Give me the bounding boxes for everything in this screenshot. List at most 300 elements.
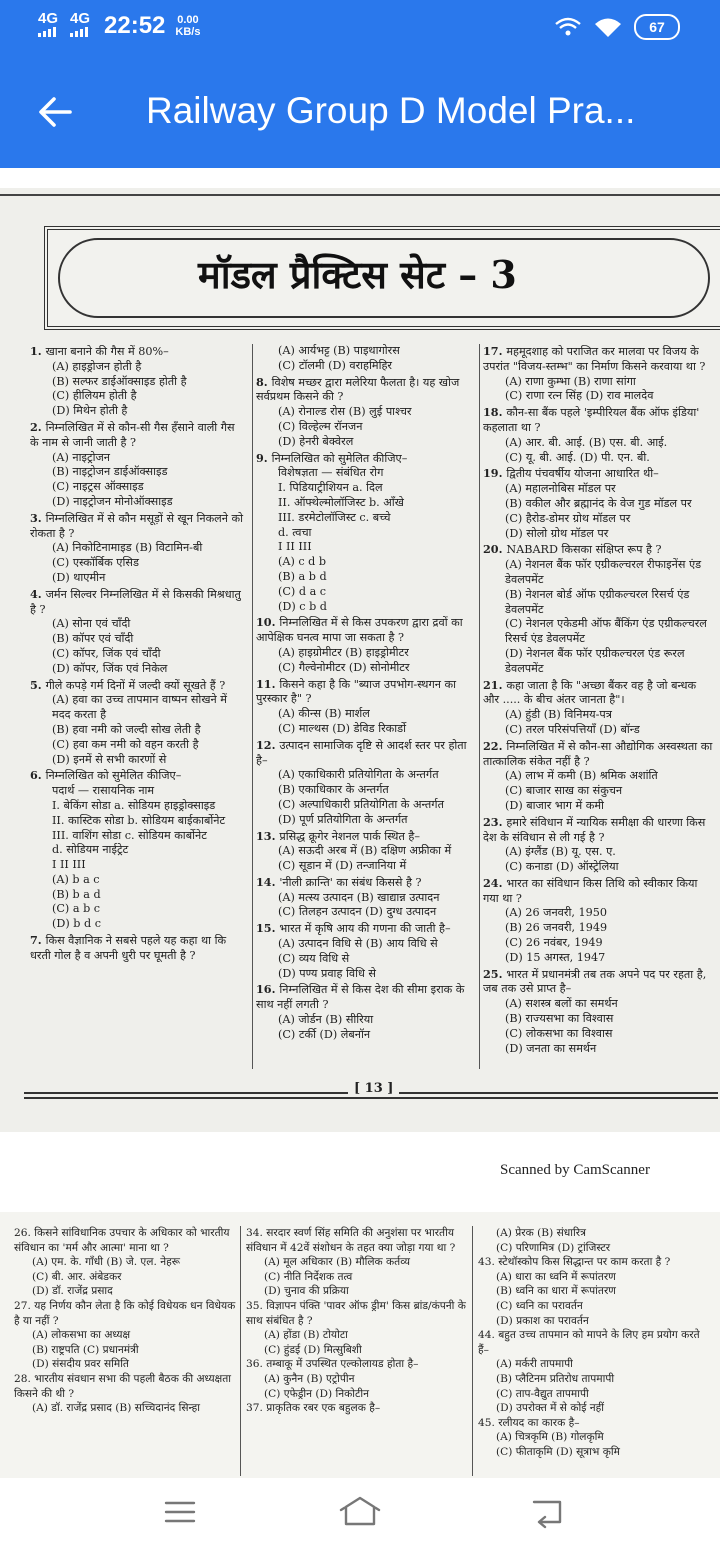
question-text bbox=[478, 1416, 706, 1431]
answer-option: (C) हवा कम नमी को वहन करती है bbox=[52, 737, 199, 751]
answer-option: (C) अल्पाधिकारी प्रतियोगिता के अन्तर्गत bbox=[278, 797, 444, 811]
question-number: 45. bbox=[478, 1416, 499, 1429]
question-prompt: 'नीली क्रान्ति' का संबंध किससे है ? bbox=[279, 875, 422, 889]
answer-option: (A) सशस्त्र बलों का समर्थन bbox=[505, 997, 618, 1011]
question-text bbox=[256, 677, 474, 708]
scanned-page-2 bbox=[0, 1212, 720, 1478]
answer-option: (A) c d b bbox=[278, 555, 327, 569]
question-item bbox=[478, 1416, 706, 1460]
question-text bbox=[14, 1226, 236, 1255]
banner-title: मॉडल प्रैक्टिस सेट – 3 bbox=[198, 252, 517, 297]
answer-option: (A) लोकसभा का अध्यक्ष bbox=[32, 1329, 131, 1342]
answer-option: III. वाशिंग सोडा c. सोडियम कार्बोनेट bbox=[52, 828, 207, 842]
answer-option: I. पिडियाट्रीशियन a. दिल bbox=[278, 481, 383, 495]
question-item bbox=[30, 768, 246, 932]
question-number: 27. bbox=[14, 1299, 35, 1312]
question-prompt: निम्नलिखित को सुमेलित कीजिए– bbox=[271, 451, 408, 465]
answer-option: (A) राणा कुम्भा (B) राणा सांगा bbox=[505, 374, 636, 388]
question-prompt: कहा जाता है कि "अच्छा बैंकर वह है जो बन्धक और ..... के बीच अंतर जानता है"। bbox=[483, 678, 697, 707]
question-prompt: प्राकृतिक रबर एक बहुलक है– bbox=[266, 1402, 381, 1415]
answer-option: (D) जनता का समर्थन bbox=[505, 1041, 597, 1055]
answer-option: (A) होंडा (B) टोयोटा bbox=[264, 1329, 348, 1342]
question-item bbox=[256, 375, 474, 450]
question-number: 20. bbox=[483, 542, 507, 557]
answer-option: (B) एकाधिकार के अन्तर्गत bbox=[278, 783, 389, 797]
menu-button[interactable] bbox=[158, 1494, 202, 1530]
answer-option: (D) नेशनल बैंक फॉर एग्रीकल्चरल एंड रूरल डेवलपमेंट bbox=[505, 646, 685, 675]
answer-option: (C) फीताकृमि (D) सूत्राभ कृमि bbox=[496, 1445, 620, 1458]
question-item bbox=[483, 876, 715, 966]
answer-option: (A) एकाधिकारी प्रतियोगिता के अन्तर्गत bbox=[278, 768, 439, 782]
question-prompt: निम्नलिखित को सुमेलित कीजिए– bbox=[45, 769, 182, 783]
column-divider bbox=[252, 344, 253, 1069]
question-prompt: गीले कपड़े गर्म दिनों में जल्दी क्यों सूखते हैं ? bbox=[45, 678, 226, 692]
answer-option: (C) विल्हेल्म रॉनजन bbox=[278, 419, 363, 433]
question-number: 12. bbox=[256, 737, 280, 752]
clock: 22:52 bbox=[104, 12, 166, 39]
answer-option: (D) चुनाव की प्रक्रिया bbox=[264, 1285, 349, 1298]
column-divider bbox=[479, 344, 480, 1069]
question-number: 22. bbox=[483, 738, 507, 753]
question-number: 15. bbox=[256, 921, 280, 936]
question-text bbox=[483, 815, 715, 846]
question-item bbox=[246, 1357, 468, 1401]
question-number: 34. bbox=[246, 1227, 267, 1239]
question-item bbox=[483, 344, 715, 404]
answer-option: (C) कॉपर, जिंक एवं चाँदी bbox=[52, 646, 161, 660]
question-item bbox=[478, 1255, 706, 1328]
answer-option: (C) बाजार साख का संकुचन bbox=[505, 784, 623, 798]
question-number: 7. bbox=[30, 933, 46, 948]
answer-option: विशेषज्ञता — संबंधित रोग bbox=[278, 466, 384, 480]
answer-option: (A) मूल अधिकार (B) मौलिक कर्तव्य bbox=[264, 1256, 410, 1269]
answer-option: (D) कॉपर, जिंक एवं निकेल bbox=[52, 661, 168, 675]
status-bar bbox=[0, 0, 720, 60]
answer-option: (C) ध्वनि का परावर्तन bbox=[496, 1299, 583, 1312]
answer-option: (A) डॉ. राजेंद्र प्रसाद (B) सच्चिदानंद सिन्हा bbox=[32, 1402, 201, 1415]
question-number: 26. bbox=[14, 1227, 35, 1239]
question-text bbox=[30, 768, 246, 784]
question-item bbox=[30, 344, 246, 419]
answer-option: (A) धारा का ध्वनि में रूपांतरण bbox=[496, 1270, 616, 1283]
question-prompt: यह निर्णय कौन लेता है कि कोई विधेयक धन विधेयक है या नहीं ? bbox=[14, 1299, 236, 1327]
answer-option: (A) नेशनल बैंक फॉर एग्रीकल्चरल रीफाइनेंस एंड डेवलपमेंट bbox=[505, 558, 702, 586]
question-number: 1. bbox=[30, 344, 46, 358]
question-number: 35. bbox=[246, 1299, 267, 1312]
answer-option: (A) जोर्डन (B) सीरिया bbox=[278, 1013, 374, 1027]
question-item bbox=[478, 1226, 706, 1255]
answer-option: (B) 26 जनवरी, 1949 bbox=[505, 921, 608, 935]
question-item bbox=[256, 738, 474, 828]
answer-option: (D) पूर्ण प्रतियोगिता के अन्तर्गत bbox=[278, 812, 408, 826]
answer-option: I II III bbox=[278, 540, 312, 554]
answer-option: (D) 15 अगस्त, 1947 bbox=[505, 950, 606, 964]
answer-option: (C) हीलियम होती है bbox=[52, 389, 137, 403]
question-prompt: हमारे संविधान में न्यायिक समीक्षा की धारणा किस देश के संविधान से ली गई है ? bbox=[483, 815, 706, 844]
answer-option: (C) माल्थस (D) डेविड रिकार्डो bbox=[278, 721, 407, 735]
question-column-1 bbox=[30, 344, 246, 965]
status-left bbox=[38, 12, 200, 40]
question-item bbox=[256, 344, 474, 374]
question-text bbox=[256, 375, 474, 406]
question-text bbox=[256, 829, 474, 845]
answer-option: (C) d a c bbox=[278, 584, 327, 598]
answer-option: (C) 26 नवंबर, 1949 bbox=[505, 936, 603, 950]
answer-option: (A) मर्करी तापमापी bbox=[496, 1358, 573, 1371]
speed-unit: KB/s bbox=[175, 26, 201, 38]
answer-option: (A) सऊदी अरब में (B) दक्षिण अफ्रीका में bbox=[278, 844, 452, 858]
answer-option: (B) ध्वनि का धारा में रूपांतरण bbox=[496, 1285, 616, 1298]
answer-option: I. बेकिंग सोडा a. सोडियम हाइड्रोक्साइड bbox=[52, 798, 216, 812]
answer-option: (C) नीति निर्देशक तत्व bbox=[264, 1270, 353, 1283]
answer-option: (D) नाइट्रोजन मोनोऑक्साइड bbox=[52, 494, 173, 508]
question-prompt: निम्नलिखित में से कौन मसूड़ों से खून निकलने को रोकता है ? bbox=[30, 511, 244, 540]
question-number: 36. bbox=[246, 1358, 267, 1371]
question-text bbox=[246, 1401, 468, 1416]
column-divider bbox=[472, 1226, 473, 1476]
signal-bars-icon bbox=[70, 27, 92, 37]
question-prompt: भारत में कृषि आय की गणना की जाती है– bbox=[279, 922, 451, 936]
question-number: 4. bbox=[30, 586, 46, 601]
answer-option: (A) नाइट्रोजन bbox=[52, 450, 111, 464]
question-number: 18. bbox=[483, 405, 507, 420]
question-number: 13. bbox=[256, 828, 280, 843]
question-item bbox=[30, 933, 246, 964]
question-number: 37. bbox=[246, 1402, 267, 1415]
question-text bbox=[246, 1299, 468, 1328]
answer-option: (A) हुंडी (B) विनिमय-पत्र bbox=[505, 708, 612, 722]
question-text bbox=[30, 678, 246, 694]
speed-value: 0.00 bbox=[177, 14, 199, 26]
answer-option: (B) राज्यसभा का विश्वास bbox=[505, 1012, 614, 1026]
answer-option: (A) आर्यभट्ट (B) पाइथागोरस bbox=[278, 344, 400, 357]
answer-option: d. सोडियम नाईट्रेट bbox=[52, 843, 129, 857]
answer-option: II. कास्टिक सोडा b. सोडियम बाईकार्बोनेट bbox=[52, 813, 226, 827]
answer-option: (D) हेनरी बेक्वेरल bbox=[278, 434, 354, 448]
answer-option: (B) नाइट्रोजन डाईऑक्साइड bbox=[52, 465, 168, 479]
back-icon bbox=[526, 1494, 570, 1530]
question-number: 5. bbox=[30, 677, 46, 692]
question-number: 8. bbox=[256, 374, 272, 389]
question-number: 28. bbox=[14, 1372, 35, 1385]
home-icon bbox=[336, 1494, 384, 1530]
question-text bbox=[483, 739, 715, 770]
question-item bbox=[256, 875, 474, 920]
question-prompt: महमूदशाह को पराजित कर मालवा पर विजय के उपरांत "विजय-स्तम्भ" का निर्माण किसने करवाया था ? bbox=[483, 345, 706, 373]
answer-option: (C) तिलहन उत्पादन (D) दुग्ध उत्पादन bbox=[278, 905, 437, 919]
app-bar bbox=[0, 60, 720, 168]
answer-option: (C) एफेड्रीन (D) निकोटीन bbox=[264, 1387, 370, 1400]
question-text bbox=[256, 982, 474, 1013]
question-item bbox=[483, 542, 715, 676]
answer-option: (D) पण्य प्रवाह विधि से bbox=[278, 966, 376, 980]
question-number: 25. bbox=[483, 966, 507, 981]
answer-option: (A) b a c bbox=[52, 872, 100, 886]
question-prompt: NABARD किसका संक्षिप्त रूप है ? bbox=[506, 543, 662, 557]
answer-option: (C) नेशनल एकेडमी ऑफ बैंकिंग एंड एग्रीकल्चरल रिसर्च एंड डेवलपमेंट bbox=[505, 617, 707, 646]
question-item bbox=[483, 739, 715, 814]
wifi-icon bbox=[594, 16, 622, 38]
answer-option: (B) वकील और ब्रह्मानंद के वेज गुड मॉडल पर bbox=[505, 496, 692, 510]
question-number: 14. bbox=[256, 874, 280, 889]
question-text bbox=[30, 420, 246, 451]
answer-option: (C) राणा रत्न सिंह (D) राव मालदेव bbox=[505, 389, 654, 403]
question-column-2 bbox=[256, 344, 474, 1044]
question-text bbox=[483, 678, 715, 709]
question-prompt: रलीयद का कारक है– bbox=[498, 1416, 580, 1429]
network-speed bbox=[175, 14, 200, 38]
answer-option: (B) b a d bbox=[52, 887, 101, 901]
answer-option: (A) 26 जनवरी, 1950 bbox=[505, 906, 607, 920]
answer-option: (A) मत्स्य उत्पादन (B) खाद्यान्न उत्पादन bbox=[278, 890, 440, 904]
answer-option: (D) बाजार भाग में कमी bbox=[505, 798, 604, 812]
answer-option: (D) संसदीय प्रवर समिति bbox=[32, 1358, 129, 1371]
home-button[interactable] bbox=[336, 1494, 380, 1530]
answer-option: (C) कनाडा (D) ऑस्ट्रेलिया bbox=[505, 860, 619, 874]
answer-option: (D) उपरोक्त में से कोई नहीं bbox=[496, 1402, 605, 1415]
answer-option: (A) हवा का उच्च तापमान वाष्पन सोखने में मदद करता है bbox=[52, 693, 227, 722]
question-prompt: प्रसिद्ध क्रूगेर नेशनल पार्क स्थित है– bbox=[279, 829, 420, 843]
question-number: 21. bbox=[483, 677, 507, 692]
answer-option: (B) कॉपर एवं चाँदी bbox=[52, 632, 134, 646]
answer-option: (C) यू. बी. आई. (D) पी. एन. बी. bbox=[505, 450, 650, 464]
answer-option: (C) हुंडई (D) मित्सुबिशी bbox=[264, 1343, 362, 1356]
scanned-page-1 bbox=[0, 188, 720, 1132]
volte-wifi-icon bbox=[554, 16, 582, 38]
page-title: Railway Group D Model Pra... bbox=[146, 90, 636, 131]
network-indicator-1 bbox=[38, 12, 60, 40]
battery-indicator: 67 bbox=[634, 14, 680, 40]
answer-option: (C) बी. आर. अंबेडकर bbox=[32, 1270, 122, 1283]
answer-option: (A) एम. के. गाँधी (B) जे. एल. नेहरू bbox=[32, 1256, 180, 1269]
question-prompt: किसने कहा है कि "ब्याज उपभोग-स्थगन का पुरस्कार है" ? bbox=[256, 677, 456, 706]
question-prompt: निम्नलिखित में से कौन-सा औद्योगिक अस्वस्थता का तात्कालिक संकेत नहीं है ? bbox=[483, 739, 713, 768]
question-item bbox=[14, 1372, 236, 1416]
question-prompt: उत्पादन सामाजिक दृष्टि से आदर्श स्तर पर होता है– bbox=[256, 738, 467, 767]
question-number: 24. bbox=[483, 875, 507, 890]
answer-option: (C) एस्कॉर्बिक एसिड bbox=[52, 556, 139, 570]
question-text bbox=[256, 875, 474, 891]
question-item bbox=[246, 1226, 468, 1299]
question-item bbox=[30, 420, 246, 510]
answer-option: (B) सल्फर डाईऑक्साइड होती है bbox=[52, 374, 187, 388]
question-item bbox=[256, 829, 474, 874]
question-prompt: तम्बाकू में उपस्थित एल्कोलायड होता है– bbox=[266, 1358, 419, 1371]
answer-option: पदार्थ — रासायनिक नाम bbox=[52, 784, 155, 798]
answer-option: (C) लोकसभा का विश्वास bbox=[505, 1026, 613, 1040]
question-item bbox=[30, 678, 246, 768]
question-text bbox=[483, 344, 715, 375]
question-prompt: स्टेथॉस्कोप किस सिद्धान्त पर काम करता है ? bbox=[498, 1256, 671, 1269]
answer-option: (A) निकोटिनामाइड (B) विटामिन-बी bbox=[52, 541, 203, 555]
answer-option: (A) सोना एवं चाँदी bbox=[52, 617, 131, 631]
question-prompt: किस वैज्ञानिक ने सबसे पहले यह कहा था कि धरती गोल है व अपनी धुरी पर घूमती है ? bbox=[30, 934, 227, 962]
question-text bbox=[483, 967, 715, 998]
question-item bbox=[246, 1401, 468, 1416]
answer-option: (C) हैरोड-डोमर ग्रोथ मॉडल पर bbox=[505, 511, 631, 525]
question-text bbox=[478, 1255, 706, 1270]
question-item bbox=[483, 466, 715, 541]
menu-icon bbox=[158, 1494, 202, 1530]
answer-option: (D) c b d bbox=[278, 599, 327, 613]
scanner-credit: Scanned by CamScanner bbox=[500, 1162, 650, 1178]
question-item bbox=[256, 982, 474, 1042]
question-item bbox=[483, 678, 715, 738]
question-text bbox=[246, 1226, 468, 1255]
answer-option: (B) a b d bbox=[278, 569, 327, 583]
answer-option: (A) महालनोबिस मॉडल पर bbox=[505, 482, 616, 496]
column-divider bbox=[240, 1226, 241, 1476]
question-prompt: भारत का संविधान किस तिथि को स्वीकार किया गया था ? bbox=[483, 876, 698, 905]
question-text bbox=[30, 587, 246, 618]
answer-option: (B) हवा नमी को जल्दी सोख लेती है bbox=[52, 722, 201, 736]
question-text bbox=[256, 451, 474, 467]
answer-option: (C) परिणामित्र (D) ट्रांजिस्टर bbox=[496, 1241, 611, 1254]
question-prompt: कौन-सा बैंक पहले 'इम्पीरियल बैंक ऑफ इंडिया' कहलाता था ? bbox=[483, 406, 700, 434]
status-right bbox=[554, 14, 680, 40]
question-item bbox=[14, 1299, 236, 1372]
question-column-4 bbox=[14, 1226, 236, 1416]
question-number: 9. bbox=[256, 450, 272, 465]
question-text bbox=[256, 738, 474, 769]
question-column-6 bbox=[478, 1226, 706, 1460]
question-prompt: विशेष मच्छर द्वारा मलेरिया फैलता है। यह खोज सर्वप्रथम किसने की ? bbox=[256, 375, 460, 404]
question-item bbox=[483, 967, 715, 1057]
answer-option: (A) प्रेरक (B) संधारित्र bbox=[496, 1227, 586, 1239]
answer-option: (D) प्रकाश का परावर्तन bbox=[496, 1314, 589, 1327]
answer-option: (A) उत्पादन विधि से (B) आय विधि से bbox=[278, 937, 438, 951]
question-number: 11. bbox=[256, 676, 280, 691]
question-text bbox=[478, 1328, 706, 1357]
arrow-left-icon bbox=[36, 92, 76, 132]
question-number: 19. bbox=[483, 466, 507, 481]
document-viewer[interactable] bbox=[0, 168, 720, 1478]
question-column-5 bbox=[246, 1226, 468, 1416]
answer-option: (A) हाइड्रोजन होती है bbox=[52, 359, 142, 373]
answer-option: (C) टर्की (D) लेबनॉन bbox=[278, 1027, 371, 1041]
back-nav-button[interactable] bbox=[526, 1494, 570, 1530]
question-text bbox=[14, 1299, 236, 1328]
page-number: [ 13 ] bbox=[348, 1081, 399, 1096]
answer-option: (C) सूडान में (D) तन्जानिया में bbox=[278, 859, 407, 873]
question-text bbox=[246, 1357, 468, 1372]
answer-option: (B) राष्ट्रपति (C) प्रधानमंत्री bbox=[32, 1343, 139, 1356]
answer-option: (B) प्लैटिनम प्रतिरोध तापमापी bbox=[496, 1372, 615, 1385]
question-item bbox=[478, 1328, 706, 1416]
answer-option: (A) कीन्स (B) मार्शल bbox=[278, 707, 370, 721]
question-item bbox=[483, 815, 715, 875]
page-top-rule bbox=[0, 194, 720, 196]
answer-option: (C) व्यय विधि से bbox=[278, 951, 350, 965]
question-text bbox=[256, 615, 474, 646]
answer-option: (D) थाएमीन bbox=[52, 570, 106, 584]
question-item bbox=[30, 587, 246, 677]
question-prompt: खाना बनाने की गैस में 80%– bbox=[45, 345, 169, 358]
signal-bars-icon bbox=[38, 27, 60, 37]
question-number: 6. bbox=[30, 768, 46, 783]
question-prompt: निम्नलिखित में से किस देश की सीमा इराक के साथ नहीं लगती ? bbox=[256, 983, 465, 1012]
question-number: 23. bbox=[483, 814, 507, 829]
question-text bbox=[483, 405, 715, 436]
question-text bbox=[483, 876, 715, 907]
question-item bbox=[256, 615, 474, 675]
question-number: 3. bbox=[30, 510, 46, 525]
answer-option: (A) लाभ में कमी (B) श्रमिक अशांति bbox=[505, 769, 658, 783]
question-text bbox=[30, 344, 246, 360]
answer-option: I II III bbox=[52, 858, 86, 872]
answer-option: (A) इंग्लैंड (B) यू. एस. ए. bbox=[505, 845, 616, 859]
answer-option: (C) नाइट्रस ऑक्साइड bbox=[52, 480, 144, 494]
question-prompt: निम्नलिखित में से कौन-सी गैस हँसाने वाली गैस के नाम से जानी जाती है ? bbox=[30, 420, 235, 449]
question-item bbox=[256, 451, 474, 615]
back-button[interactable] bbox=[36, 92, 76, 132]
question-item bbox=[14, 1226, 236, 1299]
network-indicator-2 bbox=[70, 12, 92, 40]
answer-option: (D) मिथेन होती है bbox=[52, 404, 128, 418]
question-number: 16. bbox=[256, 982, 280, 997]
question-text bbox=[30, 511, 246, 542]
network-label: 4G bbox=[38, 10, 59, 27]
question-number: 17. bbox=[483, 344, 507, 358]
network-label: 4G bbox=[70, 10, 91, 27]
answer-option: (C) गैल्वेनोमीटर (D) सोनोमीटर bbox=[278, 660, 410, 674]
question-prompt: निम्नलिखित में से किस उपकरण द्वारा द्रवों का आपेक्षिक घनत्व मापा जा सकता है ? bbox=[256, 616, 463, 645]
question-number: 44. bbox=[478, 1329, 499, 1342]
answer-option: (D) डॉ. राजेंद्र प्रसाद bbox=[32, 1285, 113, 1298]
answer-option: (C) a b c bbox=[52, 902, 101, 916]
question-text bbox=[483, 542, 715, 558]
question-prompt: किसने सांविधानिक उपचार के अधिकार को भारतीय संविधान का 'मर्म और आत्मा' माना था ? bbox=[14, 1227, 230, 1254]
answer-option: (C) टॉलमी (D) वराहमिहिर bbox=[278, 358, 393, 372]
answer-option: (D) सोलो ग्रोथ मॉडल पर bbox=[505, 526, 609, 540]
question-text bbox=[256, 921, 474, 937]
question-number: 10. bbox=[256, 615, 280, 630]
question-text bbox=[14, 1372, 236, 1401]
question-prompt: विज्ञापन पंक्ति 'पावर ऑफ ड्रीम' किस ब्रांड/कंपनी के साथ संबंधित है ? bbox=[246, 1299, 466, 1327]
answer-option: (D) b d c bbox=[52, 917, 101, 931]
answer-option: (A) कुनैन (B) एट्रोपीन bbox=[264, 1372, 355, 1385]
question-prompt: भारतीय संवधान सभा की पहली बैठक की अध्यक्षता किसने की थी ? bbox=[14, 1372, 232, 1400]
answer-option: (B) नेशनल बोर्ड ऑफ एग्रीकल्चरल रिसर्च एंड डेवलपमेंट bbox=[505, 587, 690, 616]
answer-option: (A) रोनाल्ड रोस (B) लुई पाश्चर bbox=[278, 405, 412, 419]
banner bbox=[44, 226, 720, 330]
answer-option: (A) आर. बी. आई. (B) एस. बी. आई. bbox=[505, 435, 668, 449]
question-number: 2. bbox=[30, 419, 46, 434]
question-prompt: जर्मन सिल्वर निम्नलिखित में से किसकी मिश्रधातु है ? bbox=[30, 587, 241, 616]
navigation-bar bbox=[0, 1478, 720, 1544]
question-prompt: भारत में प्रधानमंत्री तब तक अपने पद पर रहता है, जब तक उसे प्राप्त है– bbox=[483, 967, 707, 996]
question-item bbox=[483, 405, 715, 465]
question-item bbox=[256, 921, 474, 981]
question-prompt: द्वितीय पंचवर्षीय योजना आधारित थी– bbox=[506, 467, 659, 481]
answer-option: d. त्वचा bbox=[278, 525, 312, 539]
question-number: 43. bbox=[478, 1256, 499, 1269]
answer-option: (D) इनमें से सभी कारणों से bbox=[52, 752, 167, 766]
answer-option: III. डरमेटोलॉजिस्ट c. बच्चे bbox=[278, 510, 391, 524]
question-item bbox=[246, 1299, 468, 1357]
answer-option: (C) ताप-वैद्युत तापमापी bbox=[496, 1387, 589, 1400]
answer-option: (A) चित्रकृमि (B) गोलकृमि bbox=[496, 1431, 604, 1444]
question-column-3 bbox=[483, 344, 715, 1057]
question-item bbox=[256, 677, 474, 737]
question-text bbox=[30, 933, 246, 964]
answer-option: (C) तरल परिसंपत्तियाँ (D) बॉन्ड bbox=[505, 722, 640, 736]
question-text bbox=[483, 466, 715, 482]
question-prompt: बहुत उच्च तापमान को मापने के लिए हम प्रयोग करते हैं– bbox=[478, 1329, 700, 1356]
question-prompt: सरदार स्वर्ण सिंह समिति की अनुशंसा पर भारतीय संविधान में 42वें संशोधन के तहत क्या जोड़ा गया था ? bbox=[246, 1227, 456, 1254]
answer-option: II. ऑफ्थेल्मोलॉजिस्ट b. आँखे bbox=[278, 495, 404, 509]
question-item bbox=[30, 511, 246, 586]
